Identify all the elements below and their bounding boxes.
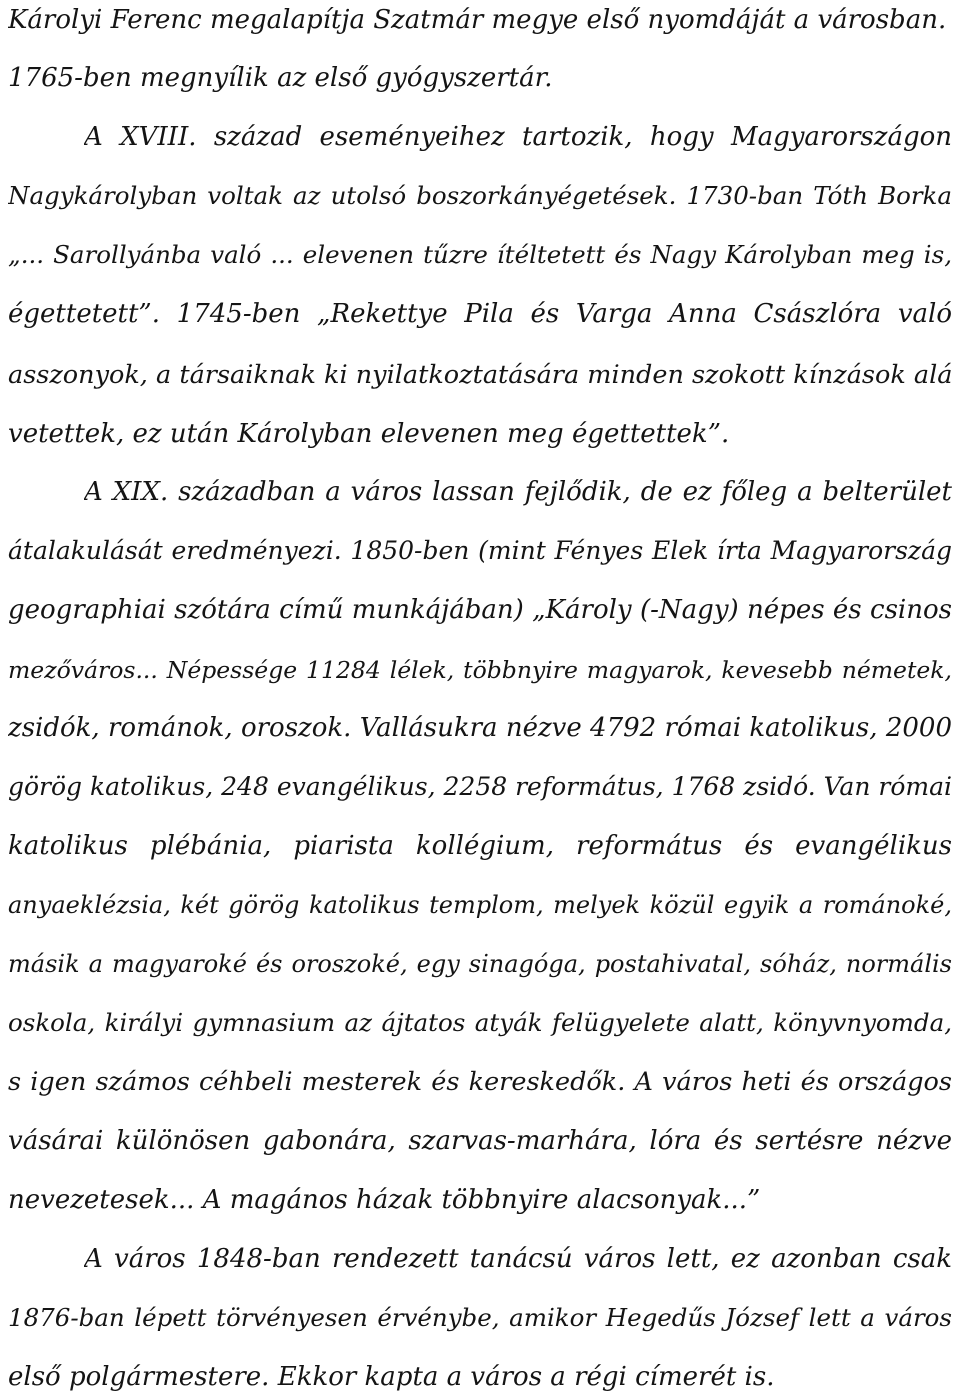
text-line: első polgármestere. Ekkor kapta a város a régi címerét is. [8, 1362, 775, 1392]
text-line: nevezetesek... A magános házak többnyire alacsonyak...” [8, 1185, 761, 1215]
text-line: A XVIII. század eseményeihez tartozik, hogy Magyarországon [84, 122, 952, 152]
text-line: átalakulását eredményezi. 1850-ben (mint Fényes Elek írta Magyarország [8, 536, 952, 565]
text-line: Károlyi Ferenc megalapítja Szatmár megye első nyomdáját a városban. [8, 5, 947, 35]
text-line: A város 1848-ban rendezett tanácsú város lett, ez azonban csak [84, 1244, 952, 1274]
text-line: 1765-ben megnyílik az első gyógyszertár. [8, 63, 553, 93]
text-line: oskola, királyi gymnasium az ájtatos atyák felügyelete alatt, könyvnyomda, [8, 1008, 952, 1037]
text-line: anyaeklézsia, két görög katolikus templom, melyek közül egyik a románoké, [8, 891, 952, 919]
text-line: másik a magyaroké és oroszoké, egy sinagóga, postahivatal, sóház, normális [8, 950, 952, 978]
text-line: Nagykárolyban voltak az utolsó boszorkányégetések. 1730-ban Tóth Borka [8, 181, 952, 210]
text-line: égettetett”. 1745-ben „Rekettye Pila és Varga Anna Császlóra való [8, 299, 952, 329]
text-line: görög katolikus, 248 evangélikus, 2258 református, 1768 zsidó. Van római [8, 772, 952, 801]
text-line: „... Sarollyánba való ... elevenen tűzre ítéltetett és Nagy Károlyban meg is, [8, 240, 952, 269]
text-line: mezőváros... Népessége 11284 lélek, többnyire magyarok, kevesebb németek, [8, 656, 952, 684]
text-line: zsidók, románok, oroszok. Vallásukra nézve 4792 római katolikus, 2000 [8, 713, 952, 743]
text-line: vetettek, ez után Károlyban elevenen meg égettettek”. [8, 419, 730, 449]
text-line: A XIX. században a város lassan fejlődik, de ez főleg a belterület [84, 477, 952, 507]
text-line: s igen számos céhbeli mesterek és kereskedők. A város heti és országos [8, 1067, 952, 1097]
text-line: vásárai különösen gabonára, szarvas-marhára, lóra és sertésre nézve [8, 1126, 952, 1156]
text-line: katolikus plébánia, piarista kollégium, református és evangélikus [8, 831, 952, 861]
text-line: asszonyok, a társaiknak ki nyilatkoztatására minden szokott kínzások alá [8, 360, 952, 390]
text-line: geographiai szótára című munkájában) „Károly (-Nagy) népes és csinos [8, 595, 952, 625]
text-line: 1876-ban lépett törvényesen érvénybe, amikor Hegedűs József lett a város [8, 1303, 952, 1332]
